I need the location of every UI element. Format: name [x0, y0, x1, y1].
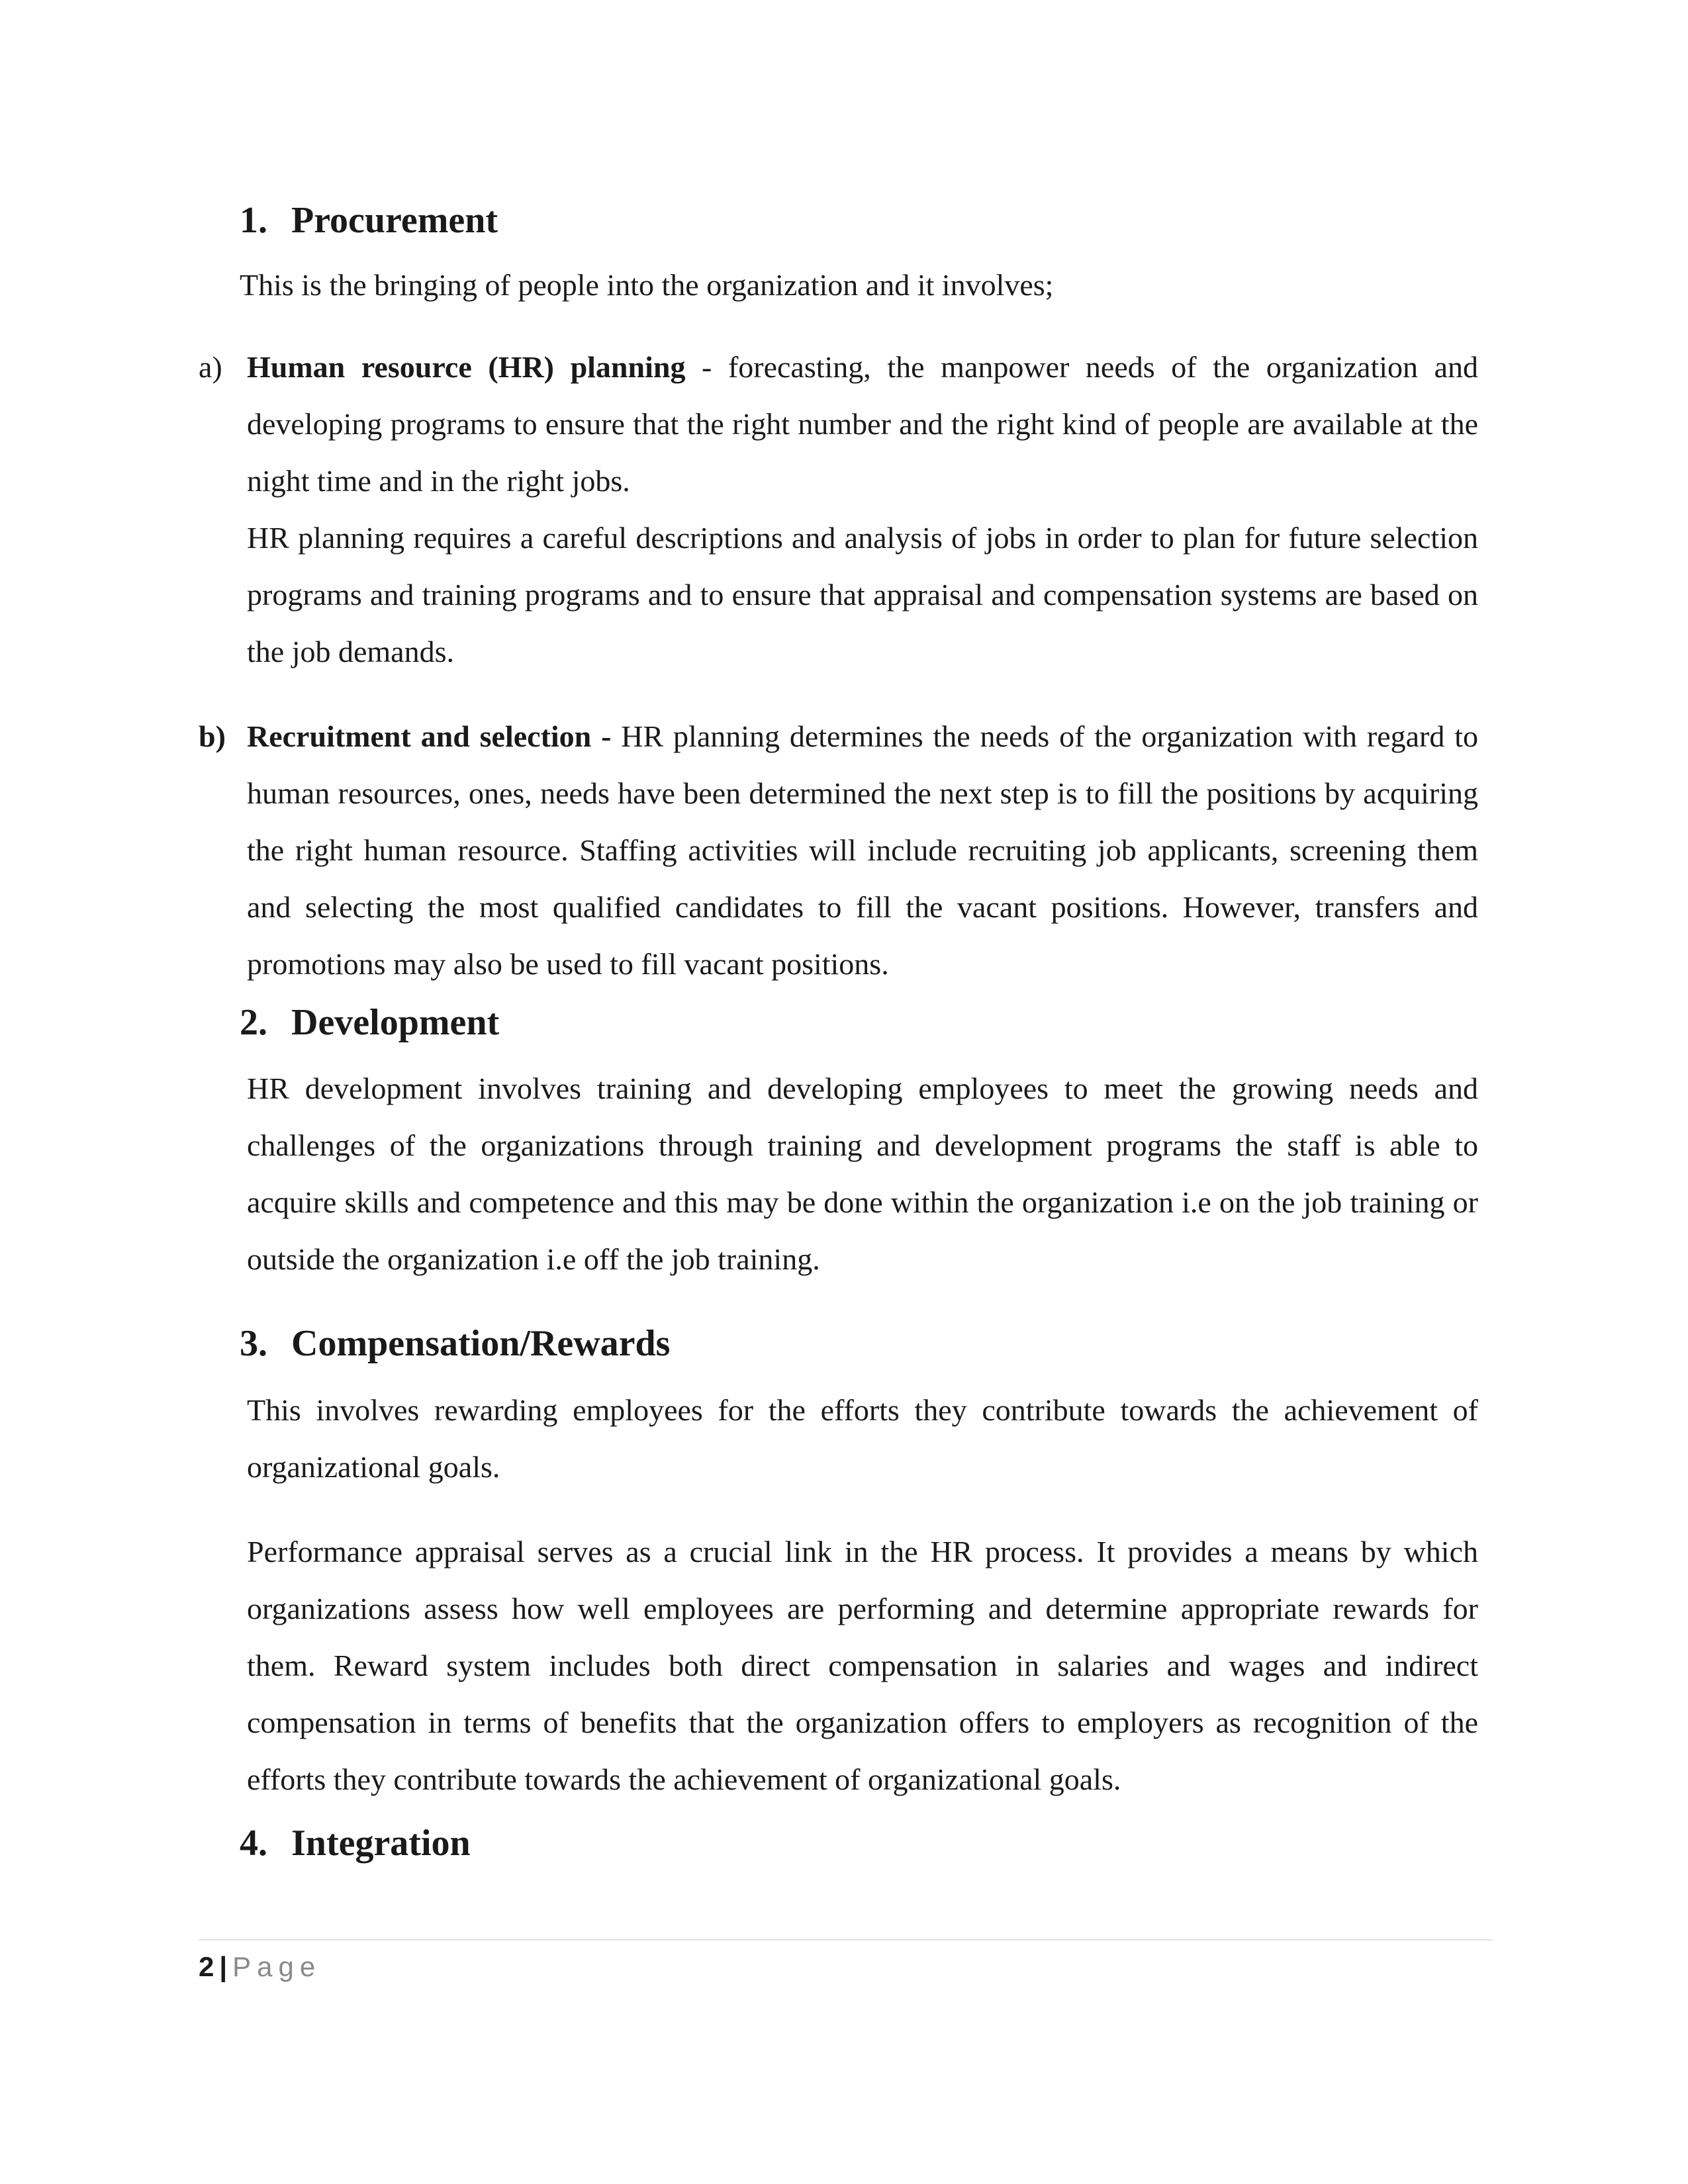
- section-title: Procurement: [291, 200, 498, 241]
- hr-planning-text: - forecasting, the manpower needs of the organization and developing programs to ensure that the right number and the right kind of people are available at the night time and in the right jobs.: [247, 350, 1479, 498]
- section-heading-development: [240, 999, 499, 1046]
- section-heading-compensation: [240, 1320, 670, 1367]
- list-marker-a: a): [199, 350, 222, 384]
- footer-separator: |: [219, 1951, 228, 1982]
- list-item-hr-planning: [247, 339, 1478, 510]
- section-title: Compensation/Rewards: [291, 1323, 671, 1364]
- list-marker-b: b): [199, 719, 226, 753]
- section-heading-integration: [240, 1820, 471, 1866]
- recruitment-text: HR planning determines the needs of the organization with regard to human resources, ones, needs have been determined the next step is to fill the positions by acquiring the right human resource. Staffing activities will include recruiting job applicants, screening them and selecting the most qualified candidates to fill the vacant positions. However, transfers and promotions may also be used to fill vacant positions.: [247, 719, 1479, 981]
- page-label: Page: [232, 1951, 322, 1982]
- section-title: Development: [291, 1002, 500, 1043]
- term-recruitment: Recruitment and selection -: [247, 719, 612, 753]
- compensation-paragraph-1: This involves rewarding employees for the efforts they contribute towards the achievement of organizational goals.: [247, 1393, 1478, 1484]
- page-number: 2: [199, 1951, 214, 1982]
- section-number: 2.: [240, 1002, 267, 1043]
- list-item-recruitment: [247, 708, 1478, 993]
- section-heading-procurement: [240, 197, 498, 244]
- page-footer: [199, 1948, 321, 1985]
- section-number: 1.: [240, 200, 267, 241]
- development-paragraph: HR development involves training and developing employees to meet the growing needs and challenges of the organizations through training and development programs the staff is able to acquire skills and competence and this may be done within the organization i.e on the job training or outside the organization i.e off the job training.: [247, 1071, 1478, 1276]
- procurement-intro: This is the bringing of people into the organization and it involves;: [240, 268, 1054, 302]
- section-title: Integration: [291, 1823, 471, 1864]
- compensation-paragraph-2: Performance appraisal serves as a crucial link in the HR process. It provides a means by which organizations assess how well employees are performing and determine appropriate rewards for them. Reward system includes both direct compensation in salaries and wages and indirect compensation in terms of benefits that the organization offers to employers as recognition of the efforts they contribute towards the achievement of organizational goals.: [247, 1535, 1478, 1796]
- section-number: 3.: [240, 1323, 267, 1364]
- term-hr-planning: Human resource (HR) planning: [247, 350, 686, 384]
- hr-planning-paragraph-2: HR planning requires a careful descriptions and analysis of jobs in order to plan for future selection programs and training programs and to ensure that appraisal and compensation systems are based on the job demands.: [247, 521, 1478, 668]
- footer-divider: [199, 1939, 1493, 1940]
- section-number: 4.: [240, 1823, 267, 1864]
